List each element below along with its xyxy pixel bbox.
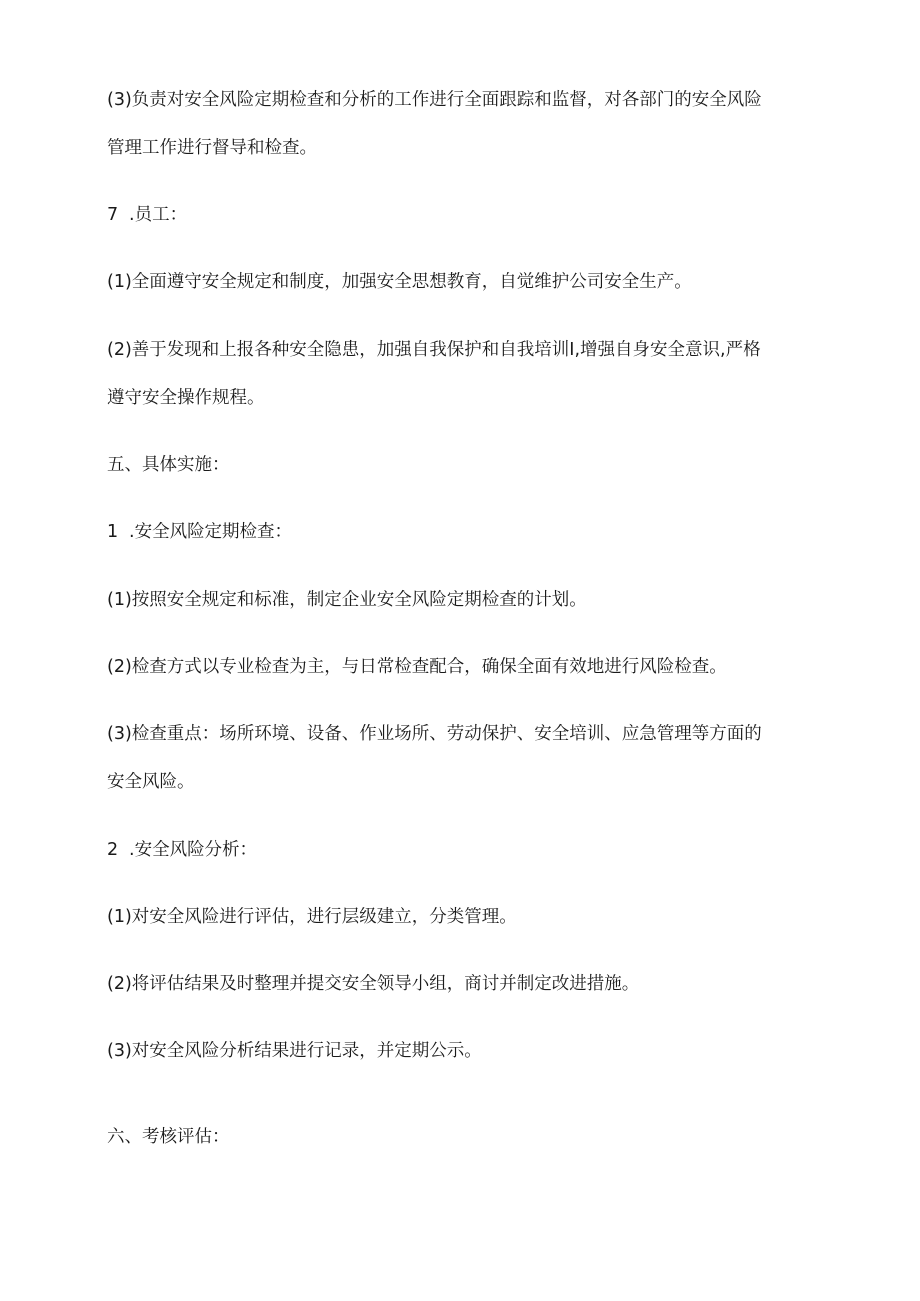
- paragraph-line: (2)将评估结果及时整理并提交安全领导小组，商讨并制定改进措施。: [107, 974, 640, 994]
- paragraph-line: (1)全面遵守安全规定和制度，加强安全思想教育，自觉维护公司安全生产。: [107, 272, 692, 292]
- heading-number: 1: [107, 522, 119, 542]
- section-heading: 五、具体实施：: [107, 455, 230, 475]
- paragraph-line: (3)检查重点：场所环境、设备、作业场所、劳动保护、安全培训、应急管理等方面的: [107, 724, 762, 744]
- section-heading: 六、考核评估：: [107, 1127, 230, 1147]
- paragraph-line: (1)对安全风险进行评估，进行层级建立，分类管理。: [107, 907, 517, 927]
- heading-text: .安全风险分析：: [129, 840, 258, 860]
- heading-text: .员工：: [129, 205, 188, 225]
- subsection-heading: [107, 520, 292, 544]
- paragraph-line: 遵守安全操作规程。: [107, 388, 265, 408]
- paragraph-line: (3)对安全风险分析结果进行记录，并定期公示。: [107, 1041, 482, 1061]
- section-heading: [107, 203, 187, 227]
- paragraph-line: 安全风险。: [107, 772, 195, 792]
- heading-number: 2: [107, 840, 119, 860]
- paragraph-line: (3)负责对安全风险定期检查和分析的工作进行全面跟踪和监督，对各部门的安全风险: [107, 90, 762, 110]
- subsection-heading: [107, 838, 257, 862]
- paragraph-line: (2)检查方式以专业检查为主，与日常检查配合，确保全面有效地进行风险检查。: [107, 657, 727, 677]
- heading-text: .安全风险定期检查：: [129, 522, 293, 542]
- paragraph-line: 管理工作进行督导和检查。: [107, 138, 317, 158]
- heading-number: 7: [107, 205, 119, 225]
- paragraph-line: (1)按照安全规定和标准，制定企业安全风险定期检查的计划。: [107, 590, 587, 610]
- paragraph-line: (2)善于发现和上报各种安全隐患，加强自我保护和自我培训I,增强自身安全意识,严格: [107, 340, 761, 360]
